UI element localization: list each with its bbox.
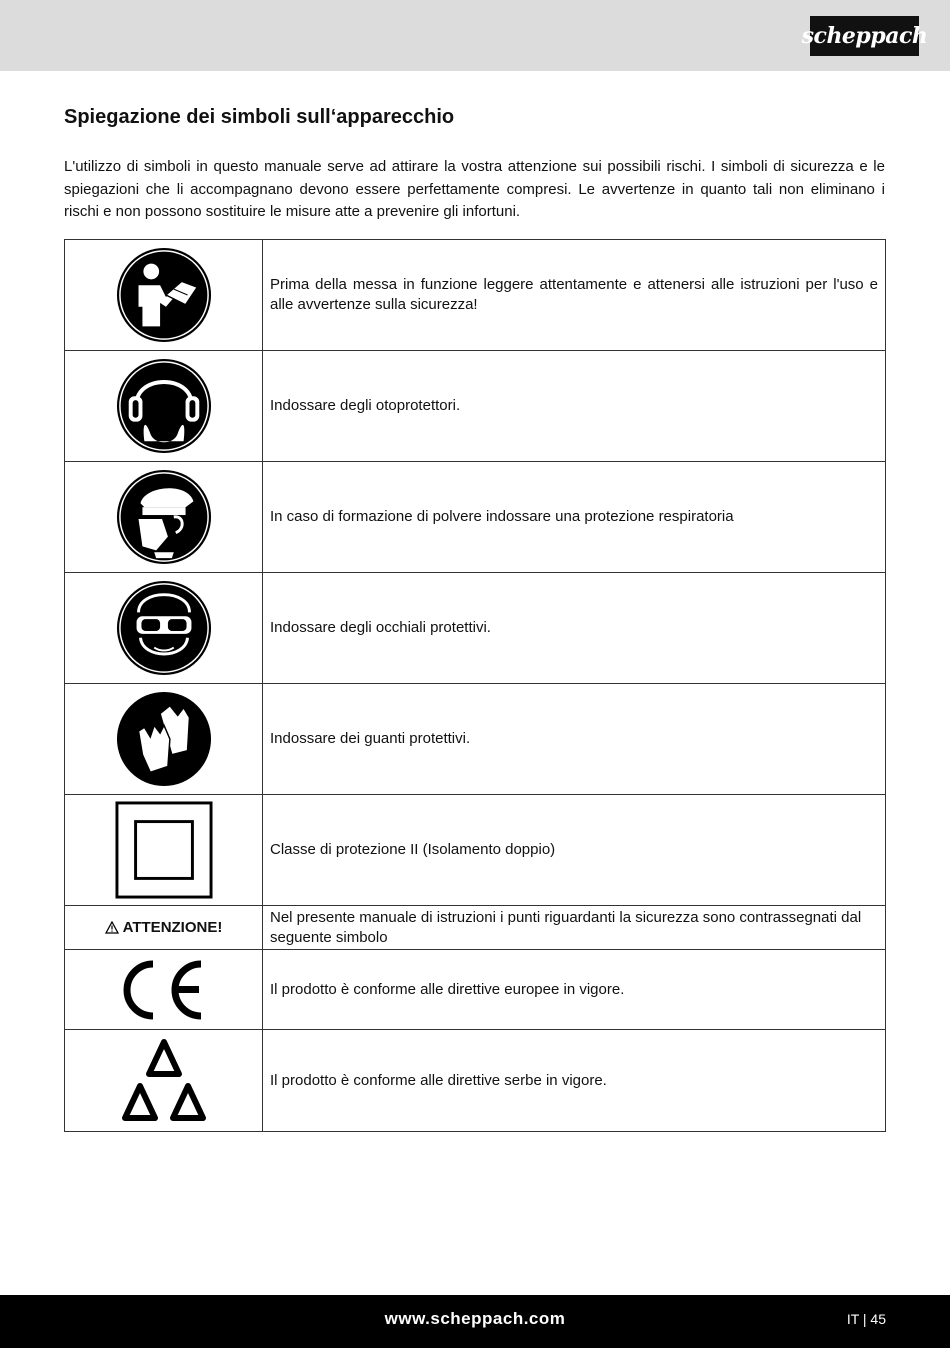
table-row (65, 240, 886, 351)
row-description: Indossare degli otoprotettori. (263, 351, 886, 462)
row-description: Indossare dei guanti protettivi. (263, 684, 886, 795)
page-number: IT | 45 (846, 1311, 886, 1327)
safety-goggles-icon (115, 579, 213, 677)
scheppach-logo: scheppach (810, 16, 919, 56)
row-description: Il prodotto è conforme alle direttive serbe in vigore. (263, 1030, 886, 1132)
ear-protection-icon (115, 357, 213, 455)
serbian-conformity-icon (121, 1038, 207, 1124)
intro-paragraph: L'utilizzo di simboli in questo manuale serve ad attirare la vostra attenzione sui possibili rischi. I simboli di sicurezza e le spiegazioni che li accompagnano devono essere perfettamente compresi. Le avvertenze in quanto tali non eliminano i rischi e non possono sostituire le misure atte a prevenire gli infortuni. (64, 158, 885, 220)
table-row (65, 795, 886, 906)
attention-text: ATTENZIONE! (122, 919, 223, 936)
symbols-table (64, 239, 886, 1132)
row-description: Nel presente manuale di istruzioni i punti riguardanti la sicurezza sono contrassegnati dal seguente simbolo (263, 906, 886, 950)
row-description: In caso di formazione di polvere indossare una protezione respiratoria (263, 462, 886, 573)
table-row (65, 573, 886, 684)
table-row (65, 462, 886, 573)
double-insulation-icon (115, 801, 213, 899)
page-title: Spiegazione dei simboli sull‘apparecchio (64, 106, 455, 128)
row-description: Prima della messa in funzione leggere attentamente e attenersi alle istruzioni per l'uso e alle avvertenze sulla sicurezza! (263, 240, 886, 351)
row-description: Il prodotto è conforme alle direttive europee in vigore. (263, 950, 886, 1030)
row-description: Indossare degli occhiali protettivi. (263, 573, 886, 684)
row-description: Classe di protezione II (Isolamento doppio) (263, 795, 886, 906)
read-manual-icon (115, 246, 213, 344)
header-bar (0, 0, 950, 71)
protective-gloves-icon (115, 690, 213, 788)
respiratory-protection-icon (115, 468, 213, 566)
ce-mark-icon (119, 958, 209, 1022)
table-row (65, 906, 886, 950)
footer-bar (0, 1295, 950, 1348)
footer-url[interactable]: www.scheppach.com (384, 1309, 566, 1328)
warning-label (65, 919, 262, 936)
table-row (65, 351, 886, 462)
table-row (65, 684, 886, 795)
table-row (65, 1030, 886, 1132)
warning-triangle-icon (105, 921, 119, 934)
table-row (65, 950, 886, 1030)
